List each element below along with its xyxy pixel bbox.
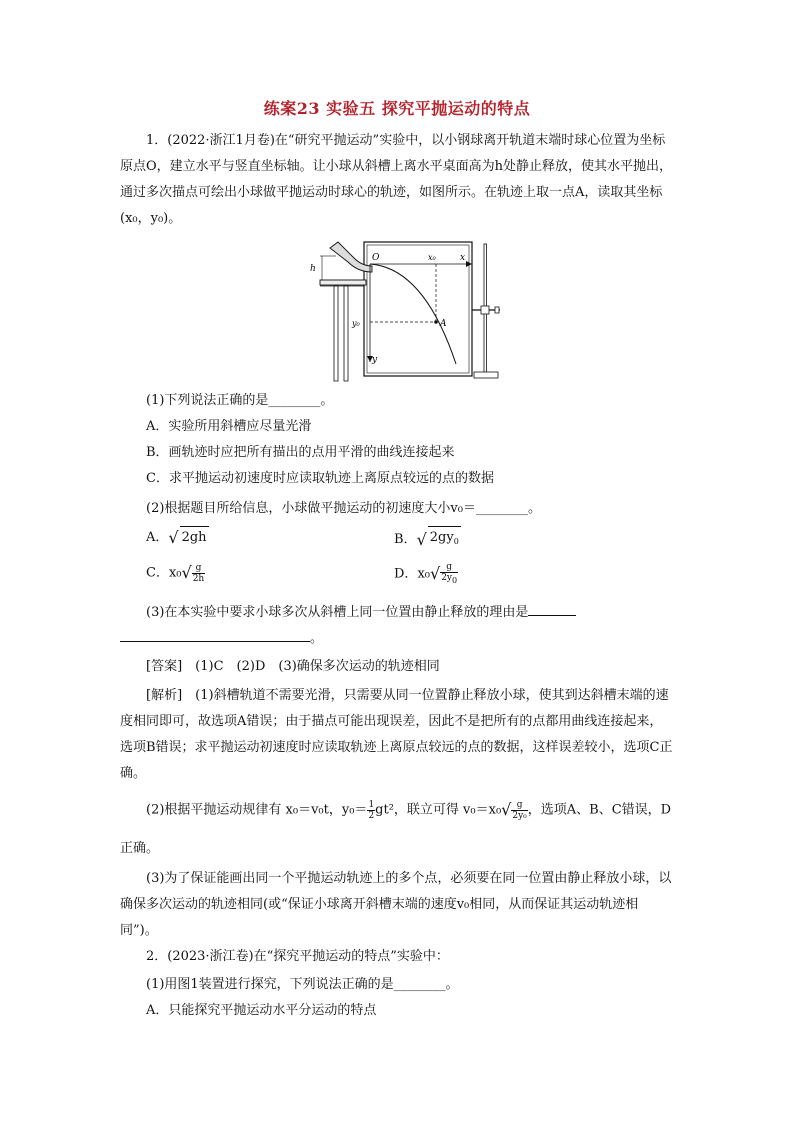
apparatus-diagram	[306, 238, 516, 386]
label-y0: y₀	[352, 319, 360, 328]
label-x: x	[460, 253, 466, 263]
q1-sub1-option-B: B．画轨迹时应把所有描出的点用平滑的曲线连接起来	[146, 445, 455, 460]
q1-answer: [答案] (1)C (2)D (3)确保多次运动的轨迹相同	[146, 659, 440, 674]
label-O: O	[372, 253, 380, 263]
q1-sub3-blank: 。	[120, 628, 323, 650]
q1-sub3: (3)在本实验中要求小球多次从斜槽上同一位置由静止释放的理由是	[146, 602, 576, 624]
label-x0: x₀	[428, 253, 436, 262]
q1-analysis-3: (3)为了保证能画出同一个平抛运动轨迹上的多个点，必须要在同一位置由静止释放小球，以确保多次运动的轨迹相同(或“保证小球离开斜槽末端的速度v₀相同，从而保证其运动轨迹相同”)。	[120, 871, 672, 938]
table-top	[320, 280, 366, 285]
page-title: 练案23 实验五 探究平抛运动的特点	[263, 99, 531, 118]
q1-sub1-option-A: A．实验所用斜槽应尽量光滑	[146, 419, 312, 434]
stand-base	[474, 372, 498, 378]
table-leg	[334, 286, 338, 381]
trajectory-curve	[370, 264, 456, 364]
q1-sub2-option-C: C．x₀√ $\frac{g}{2h}$	[146, 562, 205, 584]
q1-sub2-option-D: D．x₀√ $\frac{g}{2y0}$	[394, 562, 458, 585]
coordinate-board	[364, 242, 472, 376]
q1-stem: 1．(2022·浙江1月卷)在“研究平抛运动”实验中，以小钢球离开轨道末端时球心位置为坐标原点O，建立水平与竖直坐标轴。让小球从斜槽上离水平桌面高为h处静止释放，使其水平抛出，通过多次描点可绘出小球做平抛运动时球心的轨迹，如图所示。在轨迹上取一点A，读取其坐标(x₀，y₀)。	[120, 133, 673, 226]
q1-sub2: (2)根据题目所给信息，小球做平抛运动的初速度大小v₀＝________。	[146, 501, 541, 516]
sqrt-expr: 2gh	[180, 526, 209, 549]
q1-analysis-2-end: 正确。	[120, 841, 160, 856]
q2-sub1: (1)用图1装置进行探究，下列说法正确的是________。	[146, 977, 459, 992]
label-A: A	[440, 319, 447, 329]
label-h: h	[310, 264, 316, 274]
q1-sub1-option-C: C．求平抛运动初速度时应读取轨迹上离原点较远的点的数据	[146, 471, 494, 486]
label-y: y	[372, 355, 378, 365]
q1-sub2-option-B: B．√ $2gy_0$	[394, 526, 461, 553]
point-A	[434, 320, 438, 324]
q1-sub2-option-A: A．√ 2gh	[146, 526, 209, 549]
apparatus-figure	[306, 238, 516, 390]
q2-stem: 2．(2023·浙江卷)在“探究平抛运动的特点”实验中：	[146, 949, 449, 964]
q2-option-A: A．只能探究平抛运动水平分运动的特点	[146, 1003, 377, 1018]
q1-analysis-2: (2)根据平抛运动规律有 x₀＝v₀t，y₀＝ $\frac{1}{2}$ gt²，联立可得 v₀＝x₀√ $\frac{g}{\text{2y₀}}$ ，选项A、B、C错误，D	[146, 799, 672, 821]
q1-analysis-1: [解析] (1)斜槽轨道不需要光滑，只需要从同一位置静止释放小球，使其到达斜槽末端的速度相同即可，故选项A错误；由于描点可能出现误差，因此不是把所有的点都用曲线连接起来，选项B错误；求平抛运动初速度时应读取轨迹上离原点较远的点的数据，这样误差较小，选项C正确。	[120, 688, 673, 781]
incline-chute	[330, 242, 372, 272]
table-leg	[344, 286, 348, 381]
q1-sub1: (1)下列说法正确的是________。	[146, 393, 334, 408]
